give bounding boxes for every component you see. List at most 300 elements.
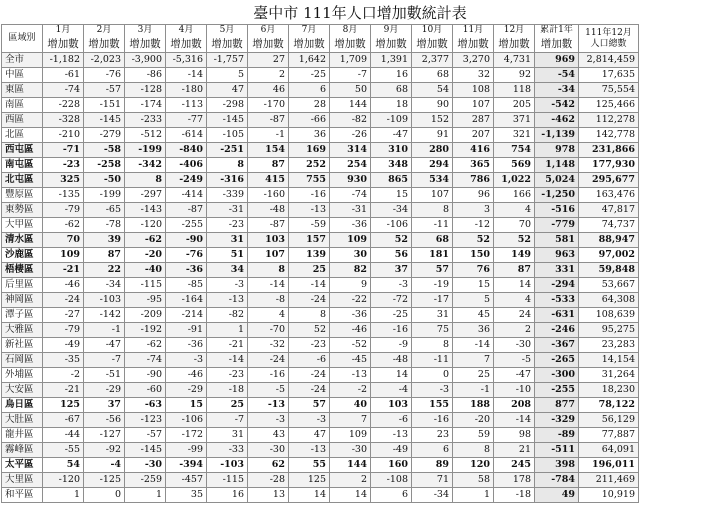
monthly-increase-cell: 92 bbox=[494, 68, 535, 83]
district-name: 大安區 bbox=[2, 383, 43, 398]
district-name: 西屯區 bbox=[2, 143, 43, 158]
total-population-cell: 211,469 bbox=[579, 473, 639, 488]
monthly-increase-cell: -105 bbox=[207, 128, 248, 143]
monthly-increase-cell: 62 bbox=[248, 458, 289, 473]
total-population-cell: 53,667 bbox=[579, 278, 639, 293]
district-name: 東區 bbox=[2, 83, 43, 98]
monthly-increase-cell: 82 bbox=[330, 263, 371, 278]
monthly-increase-cell: 31 bbox=[412, 308, 453, 323]
monthly-increase-cell: -249 bbox=[166, 173, 207, 188]
monthly-increase-cell: -3,900 bbox=[125, 53, 166, 68]
monthly-increase-cell: 89 bbox=[412, 458, 453, 473]
monthly-increase-cell: -113 bbox=[166, 98, 207, 113]
monthly-increase-cell: -164 bbox=[166, 293, 207, 308]
monthly-increase-cell: -65 bbox=[84, 203, 125, 218]
total-population-cell: 14,154 bbox=[579, 353, 639, 368]
total-population-cell: 196,011 bbox=[579, 458, 639, 473]
monthly-increase-cell: 31 bbox=[207, 233, 248, 248]
monthly-increase-cell: -92 bbox=[84, 443, 125, 458]
monthly-increase-cell: 70 bbox=[494, 218, 535, 233]
monthly-increase-cell: -1,182 bbox=[43, 53, 84, 68]
cumulative-cell: 978 bbox=[535, 143, 579, 158]
monthly-increase-cell: -3 bbox=[371, 278, 412, 293]
monthly-increase-cell: 87 bbox=[494, 263, 535, 278]
monthly-increase-cell: 3 bbox=[453, 203, 494, 218]
monthly-increase-cell: 0 bbox=[84, 488, 125, 503]
monthly-increase-cell: 54 bbox=[412, 83, 453, 98]
monthly-increase-cell: -82 bbox=[207, 308, 248, 323]
monthly-increase-cell: -86 bbox=[125, 68, 166, 83]
table-row bbox=[2, 323, 639, 338]
monthly-increase-cell: -106 bbox=[371, 218, 412, 233]
monthly-increase-cell: -342 bbox=[125, 158, 166, 173]
monthly-increase-cell: -259 bbox=[125, 473, 166, 488]
monthly-increase-cell: -35 bbox=[43, 353, 84, 368]
month-header: 11月 bbox=[453, 25, 494, 37]
monthly-increase-cell: -60 bbox=[125, 383, 166, 398]
monthly-increase-cell: 321 bbox=[494, 128, 535, 143]
monthly-increase-cell: -14 bbox=[248, 278, 289, 293]
monthly-increase-cell: 371 bbox=[494, 113, 535, 128]
monthly-increase-cell: -25 bbox=[371, 308, 412, 323]
monthly-increase-cell: 52 bbox=[289, 323, 330, 338]
month-header: 10月 bbox=[412, 25, 453, 37]
monthly-increase-cell: 3,270 bbox=[453, 53, 494, 68]
total-population-cell: 97,002 bbox=[579, 248, 639, 263]
monthly-increase-cell: 1,642 bbox=[289, 53, 330, 68]
monthly-increase-cell: 47 bbox=[289, 428, 330, 443]
monthly-increase-cell: 2 bbox=[330, 473, 371, 488]
monthly-increase-cell: -61 bbox=[43, 68, 84, 83]
monthly-increase-cell: 43 bbox=[248, 428, 289, 443]
cumulative-cell: -462 bbox=[535, 113, 579, 128]
monthly-increase-cell: -457 bbox=[166, 473, 207, 488]
table-row bbox=[2, 248, 639, 263]
monthly-increase-cell: 75 bbox=[412, 323, 453, 338]
monthly-increase-cell: 1,391 bbox=[371, 53, 412, 68]
monthly-increase-cell: -28 bbox=[248, 473, 289, 488]
monthly-increase-cell: 47 bbox=[207, 83, 248, 98]
monthly-increase-cell: -106 bbox=[166, 413, 207, 428]
monthly-increase-cell: 181 bbox=[412, 248, 453, 263]
monthly-increase-cell: 7 bbox=[453, 353, 494, 368]
monthly-increase-cell: -233 bbox=[125, 113, 166, 128]
cumulative-cell: -89 bbox=[535, 428, 579, 443]
monthly-increase-cell: -7 bbox=[330, 68, 371, 83]
monthly-increase-cell: 109 bbox=[330, 428, 371, 443]
cumulative-cell: -246 bbox=[535, 323, 579, 338]
district-name: 和平區 bbox=[2, 488, 43, 503]
monthly-increase-cell: -7 bbox=[84, 353, 125, 368]
monthly-increase-cell: -6 bbox=[371, 413, 412, 428]
monthly-increase-cell: -76 bbox=[84, 68, 125, 83]
monthly-increase-cell: -56 bbox=[84, 413, 125, 428]
monthly-increase-cell: -5,316 bbox=[166, 53, 207, 68]
monthly-increase-cell: 5 bbox=[453, 293, 494, 308]
monthly-increase-cell: -328 bbox=[43, 113, 84, 128]
monthly-increase-cell: -339 bbox=[207, 188, 248, 203]
monthly-increase-cell: -32 bbox=[248, 338, 289, 353]
monthly-increase-cell: -199 bbox=[125, 143, 166, 158]
total-header-line2: 人口總數 bbox=[590, 38, 627, 49]
monthly-increase-cell: 36 bbox=[289, 128, 330, 143]
monthly-increase-cell: 252 bbox=[289, 158, 330, 173]
monthly-increase-cell: 8 bbox=[453, 443, 494, 458]
monthly-increase-cell: -26 bbox=[330, 128, 371, 143]
monthly-increase-cell: -63 bbox=[125, 398, 166, 413]
monthly-increase-cell: 8 bbox=[207, 158, 248, 173]
monthly-increase-cell: -2 bbox=[330, 383, 371, 398]
monthly-increase-cell: -16 bbox=[289, 188, 330, 203]
monthly-increase-cell: -145 bbox=[125, 443, 166, 458]
district-name: 烏日區 bbox=[2, 398, 43, 413]
monthly-increase-cell: 96 bbox=[453, 188, 494, 203]
monthly-increase-cell: -228 bbox=[43, 98, 84, 113]
monthly-increase-cell: -125 bbox=[84, 473, 125, 488]
total-population-cell: 18,230 bbox=[579, 383, 639, 398]
monthly-increase-cell: 21 bbox=[494, 443, 535, 458]
cumulative-cell: 1,148 bbox=[535, 158, 579, 173]
monthly-increase-cell: -24 bbox=[289, 383, 330, 398]
monthly-increase-cell: -23 bbox=[207, 218, 248, 233]
monthly-increase-cell: -30 bbox=[248, 443, 289, 458]
table-row bbox=[2, 413, 639, 428]
district-name: 南屯區 bbox=[2, 158, 43, 173]
district-name: 新社區 bbox=[2, 338, 43, 353]
district-name: 龍井區 bbox=[2, 428, 43, 443]
monthly-increase-cell: -109 bbox=[371, 113, 412, 128]
monthly-increase-cell: -11 bbox=[412, 218, 453, 233]
cumulative-cell: -54 bbox=[535, 68, 579, 83]
table-row bbox=[2, 368, 639, 383]
total-population-cell: 177,930 bbox=[579, 158, 639, 173]
monthly-increase-cell: 8 bbox=[412, 203, 453, 218]
total-population-cell: 231,866 bbox=[579, 143, 639, 158]
monthly-increase-cell: -99 bbox=[166, 443, 207, 458]
monthly-increase-cell: 1 bbox=[453, 488, 494, 503]
monthly-increase-cell: 25 bbox=[207, 398, 248, 413]
table-row bbox=[2, 443, 639, 458]
monthly-increase-cell: -57 bbox=[84, 83, 125, 98]
monthly-increase-cell: 31 bbox=[207, 428, 248, 443]
total-population-cell: 23,283 bbox=[579, 338, 639, 353]
increase-subheader: 增加數 bbox=[371, 36, 412, 53]
monthly-increase-cell: -251 bbox=[207, 143, 248, 158]
increase-subheader: 增加數 bbox=[125, 36, 166, 53]
total-population-cell: 64,308 bbox=[579, 293, 639, 308]
monthly-increase-cell: 118 bbox=[494, 83, 535, 98]
monthly-increase-cell: -31 bbox=[207, 203, 248, 218]
monthly-increase-cell: -30 bbox=[125, 458, 166, 473]
monthly-increase-cell: -180 bbox=[166, 83, 207, 98]
total-population-cell: 75,554 bbox=[579, 83, 639, 98]
monthly-increase-cell: -27 bbox=[43, 308, 84, 323]
monthly-increase-cell: -55 bbox=[43, 443, 84, 458]
monthly-increase-cell: 52 bbox=[494, 233, 535, 248]
monthly-increase-cell: -47 bbox=[84, 338, 125, 353]
monthly-increase-cell: -90 bbox=[166, 233, 207, 248]
monthly-increase-cell: -3 bbox=[248, 413, 289, 428]
district-name: 霧峰區 bbox=[2, 443, 43, 458]
district-name: 太平區 bbox=[2, 458, 43, 473]
monthly-increase-cell: 786 bbox=[453, 173, 494, 188]
cumulative-cell: 49 bbox=[535, 488, 579, 503]
month-header: 7月 bbox=[289, 25, 330, 37]
district-column-header: 區域別 bbox=[2, 25, 43, 53]
cumulative-cell: -367 bbox=[535, 338, 579, 353]
monthly-increase-cell: 27 bbox=[248, 53, 289, 68]
monthly-increase-cell: 25 bbox=[289, 263, 330, 278]
monthly-increase-cell: 56 bbox=[371, 248, 412, 263]
monthly-increase-cell: 15 bbox=[371, 188, 412, 203]
table-row bbox=[2, 458, 639, 473]
monthly-increase-cell: -74 bbox=[43, 83, 84, 98]
monthly-increase-cell: -14 bbox=[289, 278, 330, 293]
monthly-increase-cell: 15 bbox=[453, 278, 494, 293]
cumulative-cell: -329 bbox=[535, 413, 579, 428]
monthly-increase-cell: 37 bbox=[371, 263, 412, 278]
table-row bbox=[2, 353, 639, 368]
monthly-increase-cell: -2 bbox=[43, 368, 84, 383]
monthly-increase-cell: -170 bbox=[248, 98, 289, 113]
monthly-increase-cell: -67 bbox=[43, 413, 84, 428]
table-row bbox=[2, 98, 639, 113]
cumulative-cell: -1,250 bbox=[535, 188, 579, 203]
cumulative-cell: 963 bbox=[535, 248, 579, 263]
monthly-increase-cell: 7 bbox=[330, 413, 371, 428]
cumulative-cell: -255 bbox=[535, 383, 579, 398]
monthly-increase-cell: -36 bbox=[330, 308, 371, 323]
total-population-cell: 2,814,459 bbox=[579, 53, 639, 68]
increase-subheader: 增加數 bbox=[453, 36, 494, 53]
total-population-cell: 59,848 bbox=[579, 263, 639, 278]
monthly-increase-cell: -120 bbox=[125, 218, 166, 233]
monthly-increase-cell: -2,023 bbox=[84, 53, 125, 68]
monthly-increase-cell: 39 bbox=[84, 233, 125, 248]
monthly-increase-cell: 157 bbox=[289, 233, 330, 248]
monthly-increase-cell: -85 bbox=[166, 278, 207, 293]
district-name: 大肚區 bbox=[2, 413, 43, 428]
monthly-increase-cell: 152 bbox=[412, 113, 453, 128]
table-row bbox=[2, 278, 639, 293]
monthly-increase-cell: 534 bbox=[412, 173, 453, 188]
monthly-increase-cell: -135 bbox=[43, 188, 84, 203]
district-name: 神岡區 bbox=[2, 293, 43, 308]
monthly-increase-cell: 24 bbox=[494, 308, 535, 323]
monthly-increase-cell: -46 bbox=[43, 278, 84, 293]
monthly-increase-cell: 4 bbox=[494, 293, 535, 308]
monthly-increase-cell: 70 bbox=[43, 233, 84, 248]
table-header bbox=[2, 25, 639, 53]
monthly-increase-cell: 208 bbox=[494, 398, 535, 413]
monthly-increase-cell: 109 bbox=[43, 248, 84, 263]
monthly-increase-cell: 280 bbox=[412, 143, 453, 158]
monthly-increase-cell: -66 bbox=[289, 113, 330, 128]
monthly-increase-cell: -71 bbox=[43, 143, 84, 158]
monthly-increase-cell: 0 bbox=[412, 368, 453, 383]
monthly-increase-cell: -30 bbox=[330, 443, 371, 458]
district-name: 大甲區 bbox=[2, 218, 43, 233]
monthly-increase-cell: 294 bbox=[412, 158, 453, 173]
monthly-increase-cell: -12 bbox=[453, 218, 494, 233]
monthly-increase-cell: -24 bbox=[289, 368, 330, 383]
monthly-increase-cell: 155 bbox=[412, 398, 453, 413]
month-header: 3月 bbox=[125, 25, 166, 37]
monthly-increase-cell: 144 bbox=[330, 458, 371, 473]
monthly-increase-cell: -34 bbox=[84, 278, 125, 293]
monthly-increase-cell: 149 bbox=[494, 248, 535, 263]
monthly-increase-cell: -24 bbox=[43, 293, 84, 308]
monthly-increase-cell: -151 bbox=[84, 98, 125, 113]
district-name: 北區 bbox=[2, 128, 43, 143]
district-name: 石岡區 bbox=[2, 353, 43, 368]
monthly-increase-cell: -49 bbox=[371, 443, 412, 458]
monthly-increase-cell: -120 bbox=[43, 473, 84, 488]
monthly-increase-cell: 23 bbox=[412, 428, 453, 443]
monthly-increase-cell: -34 bbox=[371, 203, 412, 218]
monthly-increase-cell: 107 bbox=[412, 188, 453, 203]
monthly-increase-cell: 109 bbox=[330, 233, 371, 248]
monthly-increase-cell: -1 bbox=[84, 323, 125, 338]
table-row bbox=[2, 128, 639, 143]
monthly-increase-cell: 314 bbox=[330, 143, 371, 158]
monthly-increase-cell: 14 bbox=[330, 488, 371, 503]
monthly-increase-cell: -14 bbox=[166, 68, 207, 83]
monthly-increase-cell: 107 bbox=[248, 248, 289, 263]
monthly-increase-cell: -6 bbox=[289, 353, 330, 368]
total-population-cell: 64,091 bbox=[579, 443, 639, 458]
month-header: 9月 bbox=[371, 25, 412, 37]
monthly-increase-cell: 325 bbox=[43, 173, 84, 188]
monthly-increase-cell: 32 bbox=[453, 68, 494, 83]
monthly-increase-cell: -90 bbox=[125, 368, 166, 383]
monthly-increase-cell: -5 bbox=[248, 383, 289, 398]
monthly-increase-cell: -13 bbox=[330, 368, 371, 383]
monthly-increase-cell: 125 bbox=[289, 473, 330, 488]
monthly-increase-cell: -297 bbox=[125, 188, 166, 203]
cumulative-cell: -300 bbox=[535, 368, 579, 383]
monthly-increase-cell: -13 bbox=[371, 428, 412, 443]
monthly-increase-cell: 45 bbox=[453, 308, 494, 323]
month-header: 1月 bbox=[43, 25, 84, 37]
monthly-increase-cell: 103 bbox=[248, 233, 289, 248]
monthly-increase-cell: 1 bbox=[207, 323, 248, 338]
monthly-increase-cell: 348 bbox=[371, 158, 412, 173]
monthly-increase-cell: 1 bbox=[125, 488, 166, 503]
monthly-increase-cell: 22 bbox=[84, 263, 125, 278]
monthly-increase-cell: 36 bbox=[453, 323, 494, 338]
monthly-increase-cell: -79 bbox=[43, 323, 84, 338]
monthly-increase-cell: 1,022 bbox=[494, 173, 535, 188]
monthly-increase-cell: -3 bbox=[412, 383, 453, 398]
total-population-cell: 125,466 bbox=[579, 98, 639, 113]
monthly-increase-cell: 9 bbox=[330, 278, 371, 293]
month-header: 5月 bbox=[207, 25, 248, 37]
monthly-increase-cell: 365 bbox=[453, 158, 494, 173]
monthly-increase-cell: 58 bbox=[453, 473, 494, 488]
monthly-increase-cell: -44 bbox=[43, 428, 84, 443]
monthly-increase-cell: 57 bbox=[412, 263, 453, 278]
monthly-increase-cell: 91 bbox=[412, 128, 453, 143]
monthly-increase-cell: -50 bbox=[84, 173, 125, 188]
monthly-increase-cell: 139 bbox=[289, 248, 330, 263]
monthly-increase-cell: -3 bbox=[289, 413, 330, 428]
total-population-cell: 112,278 bbox=[579, 113, 639, 128]
monthly-increase-cell: -51 bbox=[84, 368, 125, 383]
monthly-increase-cell: 59 bbox=[453, 428, 494, 443]
monthly-increase-cell: 2 bbox=[494, 323, 535, 338]
total-population-cell: 10,919 bbox=[579, 488, 639, 503]
monthly-increase-cell: -4 bbox=[371, 383, 412, 398]
monthly-increase-cell: 76 bbox=[453, 263, 494, 278]
table-row bbox=[2, 383, 639, 398]
table-row bbox=[2, 143, 639, 158]
monthly-increase-cell: -57 bbox=[125, 428, 166, 443]
monthly-increase-cell: 71 bbox=[412, 473, 453, 488]
cumulative-cell: 581 bbox=[535, 233, 579, 248]
district-name: 北屯區 bbox=[2, 173, 43, 188]
total-population-cell: 31,264 bbox=[579, 368, 639, 383]
monthly-increase-cell: 14 bbox=[494, 278, 535, 293]
monthly-increase-cell: -9 bbox=[371, 338, 412, 353]
monthly-increase-cell: -74 bbox=[330, 188, 371, 203]
monthly-increase-cell: 2,377 bbox=[412, 53, 453, 68]
monthly-increase-cell: -18 bbox=[207, 383, 248, 398]
monthly-increase-cell: -14 bbox=[494, 413, 535, 428]
monthly-increase-cell: -16 bbox=[412, 413, 453, 428]
monthly-increase-cell: 16 bbox=[207, 488, 248, 503]
monthly-increase-cell: 98 bbox=[494, 428, 535, 443]
monthly-increase-cell: -108 bbox=[371, 473, 412, 488]
monthly-increase-cell: 16 bbox=[371, 68, 412, 83]
monthly-increase-cell: -10 bbox=[494, 383, 535, 398]
monthly-increase-cell: -31 bbox=[330, 203, 371, 218]
table-row bbox=[2, 203, 639, 218]
increase-subheader: 增加數 bbox=[207, 36, 248, 53]
monthly-increase-cell: -406 bbox=[166, 158, 207, 173]
monthly-increase-cell: 4,731 bbox=[494, 53, 535, 68]
monthly-increase-cell: -23 bbox=[43, 158, 84, 173]
district-name: 清水區 bbox=[2, 233, 43, 248]
monthly-increase-cell: -4 bbox=[84, 458, 125, 473]
monthly-increase-cell: 8 bbox=[248, 263, 289, 278]
monthly-increase-cell: -3 bbox=[166, 353, 207, 368]
monthly-increase-cell: -49 bbox=[43, 338, 84, 353]
monthly-increase-cell: -20 bbox=[125, 248, 166, 263]
cumulative-cell: -511 bbox=[535, 443, 579, 458]
monthly-increase-cell: -840 bbox=[166, 143, 207, 158]
monthly-increase-cell: 4 bbox=[494, 203, 535, 218]
monthly-increase-cell: 125 bbox=[43, 398, 84, 413]
monthly-increase-cell: -59 bbox=[289, 218, 330, 233]
monthly-increase-cell: 415 bbox=[248, 173, 289, 188]
monthly-increase-cell: 8 bbox=[125, 173, 166, 188]
monthly-increase-cell: -36 bbox=[330, 218, 371, 233]
monthly-increase-cell: -128 bbox=[125, 83, 166, 98]
monthly-increase-cell: -48 bbox=[371, 353, 412, 368]
district-name: 梧棲區 bbox=[2, 263, 43, 278]
total-population-cell: 47,817 bbox=[579, 203, 639, 218]
monthly-increase-cell: -145 bbox=[207, 113, 248, 128]
month-header: 8月 bbox=[330, 25, 371, 37]
monthly-increase-cell: -46 bbox=[166, 368, 207, 383]
monthly-increase-cell: 103 bbox=[371, 398, 412, 413]
monthly-increase-cell: -172 bbox=[166, 428, 207, 443]
increase-subheader: 增加數 bbox=[412, 36, 453, 53]
month-header: 4月 bbox=[166, 25, 207, 37]
monthly-increase-cell: 2 bbox=[248, 68, 289, 83]
table-row bbox=[2, 218, 639, 233]
